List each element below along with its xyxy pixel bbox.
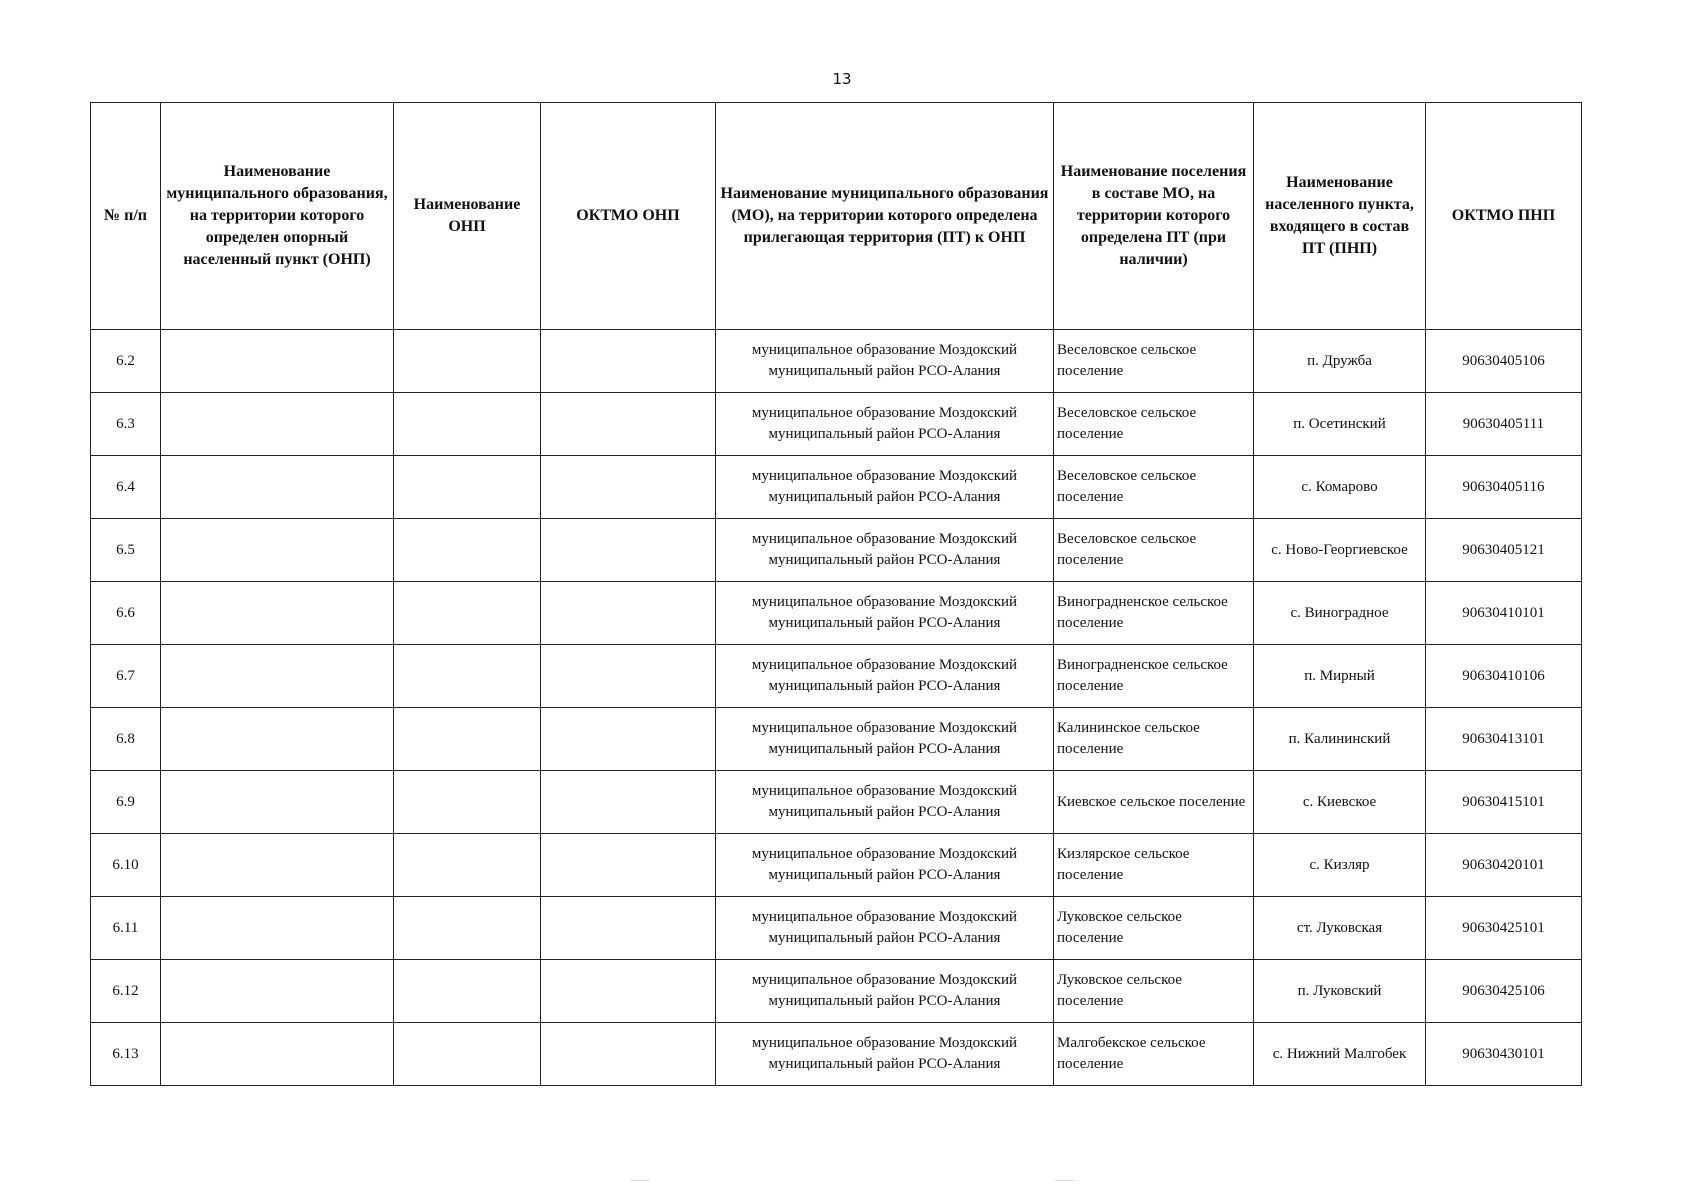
cell-onp-name [394,645,541,708]
cell-mo-onp [161,645,394,708]
cell-pnp-oktmo: 90630420101 [1426,834,1582,897]
cell-onp-oktmo [541,897,716,960]
cell-onp-name [394,456,541,519]
table-body [91,330,1582,1086]
scan-artifact [1055,1180,1075,1181]
header-num: № п/п [91,103,161,330]
cell-onp-oktmo [541,456,716,519]
cell-pnp-name: с. Комарово [1254,456,1426,519]
cell-mo-onp [161,897,394,960]
cell-pnp-oktmo: 90630415101 [1426,771,1582,834]
cell-pnp-oktmo: 90630410106 [1426,645,1582,708]
cell-pnp-name: с. Кизляр [1254,834,1426,897]
cell-settlement: Веселовское сельское поселение [1054,519,1254,582]
cell-pnp-oktmo: 90630405106 [1426,330,1582,393]
cell-onp-name [394,960,541,1023]
cell-pnp-name: п. Дружба [1254,330,1426,393]
table-row [91,1023,1582,1086]
header-settlement: Наименование поселения в составе МО, на территории которого определена ПТ (при наличии) [1054,103,1254,330]
table-row [91,330,1582,393]
cell-num: 6.10 [91,834,161,897]
cell-onp-oktmo [541,771,716,834]
cell-mo-onp [161,960,394,1023]
cell-num: 6.9 [91,771,161,834]
cell-mo-onp [161,708,394,771]
header-mo-pt: Наименование муниципального образования (МО), на территории которого определена прилегающая территория (ПТ) к ОНП [716,103,1054,330]
scan-artifact [630,1180,650,1181]
table-row [91,456,1582,519]
cell-settlement: Веселовское сельское поселение [1054,330,1254,393]
cell-pnp-oktmo: 90630425101 [1426,897,1582,960]
table-row [91,708,1582,771]
cell-onp-name [394,582,541,645]
cell-onp-name [394,330,541,393]
cell-mo-pt: муниципальное образование Моздокский муниципальный район РСО-Алания [716,960,1054,1023]
cell-pnp-oktmo: 90630405116 [1426,456,1582,519]
cell-onp-name [394,771,541,834]
cell-pnp-name: п. Калининский [1254,708,1426,771]
cell-pnp-oktmo: 90630413101 [1426,708,1582,771]
cell-pnp-oktmo: 90630410101 [1426,582,1582,645]
cell-onp-oktmo [541,834,716,897]
cell-settlement: Виноградненское сельское поселение [1054,645,1254,708]
cell-num: 6.7 [91,645,161,708]
cell-pnp-oktmo: 90630430101 [1426,1023,1582,1086]
cell-pnp-name: п. Мирный [1254,645,1426,708]
cell-onp-name [394,834,541,897]
cell-mo-onp [161,330,394,393]
table-row [91,960,1582,1023]
header-mo-onp: Наименование муниципального образования, на территории которого определен опорный населенный пункт (ОНП) [161,103,394,330]
cell-num: 6.11 [91,897,161,960]
cell-num: 6.12 [91,960,161,1023]
cell-mo-onp [161,834,394,897]
table-row [91,771,1582,834]
header-pnp-oktmo: ОКТМО ПНП [1426,103,1582,330]
cell-onp-name [394,1023,541,1086]
cell-settlement: Кизлярское сельское поселение [1054,834,1254,897]
cell-settlement: Калининское сельское поселение [1054,708,1254,771]
cell-settlement: Веселовское сельское поселение [1054,393,1254,456]
table-row [91,393,1582,456]
table-row [91,834,1582,897]
cell-pnp-oktmo: 90630405111 [1426,393,1582,456]
cell-pnp-oktmo: 90630425106 [1426,960,1582,1023]
cell-mo-onp [161,519,394,582]
cell-onp-name [394,519,541,582]
cell-onp-oktmo [541,519,716,582]
cell-onp-oktmo [541,582,716,645]
cell-num: 6.3 [91,393,161,456]
page-number: 13 [832,70,852,88]
cell-onp-oktmo [541,330,716,393]
cell-num: 6.6 [91,582,161,645]
header-onp-oktmo: ОКТМО ОНП [541,103,716,330]
table-row [91,582,1582,645]
table-row [91,897,1582,960]
cell-settlement: Веселовское сельское поселение [1054,456,1254,519]
cell-num: 6.8 [91,708,161,771]
cell-num: 6.5 [91,519,161,582]
cell-mo-onp [161,1023,394,1086]
cell-mo-pt: муниципальное образование Моздокский муниципальный район РСО-Алания [716,645,1054,708]
table-header [91,103,1582,330]
table-row [91,519,1582,582]
cell-onp-oktmo [541,645,716,708]
cell-pnp-name: с. Ново-Георгиевское [1254,519,1426,582]
table-row [91,645,1582,708]
cell-mo-pt: муниципальное образование Моздокский муниципальный район РСО-Алания [716,519,1054,582]
cell-mo-onp [161,393,394,456]
cell-mo-pt: муниципальное образование Моздокский муниципальный район РСО-Алания [716,834,1054,897]
cell-settlement: Луковское сельское поселение [1054,960,1254,1023]
cell-mo-pt: муниципальное образование Моздокский муниципальный район РСО-Алания [716,771,1054,834]
cell-mo-pt: муниципальное образование Моздокский муниципальный район РСО-Алания [716,330,1054,393]
cell-onp-name [394,393,541,456]
cell-num: 6.2 [91,330,161,393]
cell-pnp-name: с. Виноградное [1254,582,1426,645]
cell-mo-onp [161,456,394,519]
cell-settlement: Луковское сельское поселение [1054,897,1254,960]
cell-settlement: Малгобекское сельское поселение [1054,1023,1254,1086]
cell-onp-oktmo [541,393,716,456]
cell-mo-pt: муниципальное образование Моздокский муниципальный район РСО-Алания [716,708,1054,771]
cell-pnp-name: с. Киевское [1254,771,1426,834]
cell-pnp-oktmo: 90630405121 [1426,519,1582,582]
header-onp-name: Наименование ОНП [394,103,541,330]
settlements-table [90,102,1582,1086]
cell-settlement: Виноградненское сельское поселение [1054,582,1254,645]
header-row [91,103,1582,330]
cell-mo-pt: муниципальное образование Моздокский муниципальный район РСО-Алания [716,897,1054,960]
cell-mo-onp [161,771,394,834]
cell-pnp-name: п. Луковский [1254,960,1426,1023]
cell-onp-name [394,897,541,960]
cell-num: 6.13 [91,1023,161,1086]
cell-mo-pt: муниципальное образование Моздокский муниципальный район РСО-Алания [716,456,1054,519]
header-pnp-name: Наименование населенного пункта, входящего в состав ПТ (ПНП) [1254,103,1426,330]
cell-num: 6.4 [91,456,161,519]
cell-onp-oktmo [541,1023,716,1086]
cell-settlement: Киевское сельское поселение [1054,771,1254,834]
cell-mo-pt: муниципальное образование Моздокский муниципальный район РСО-Алания [716,582,1054,645]
cell-mo-pt: муниципальное образование Моздокский муниципальный район РСО-Алания [716,1023,1054,1086]
cell-pnp-name: ст. Луковская [1254,897,1426,960]
cell-onp-oktmo [541,960,716,1023]
cell-pnp-name: с. Нижний Малгобек [1254,1023,1426,1086]
cell-onp-oktmo [541,708,716,771]
cell-mo-onp [161,582,394,645]
cell-onp-name [394,708,541,771]
cell-mo-pt: муниципальное образование Моздокский муниципальный район РСО-Алания [716,393,1054,456]
cell-pnp-name: п. Осетинский [1254,393,1426,456]
